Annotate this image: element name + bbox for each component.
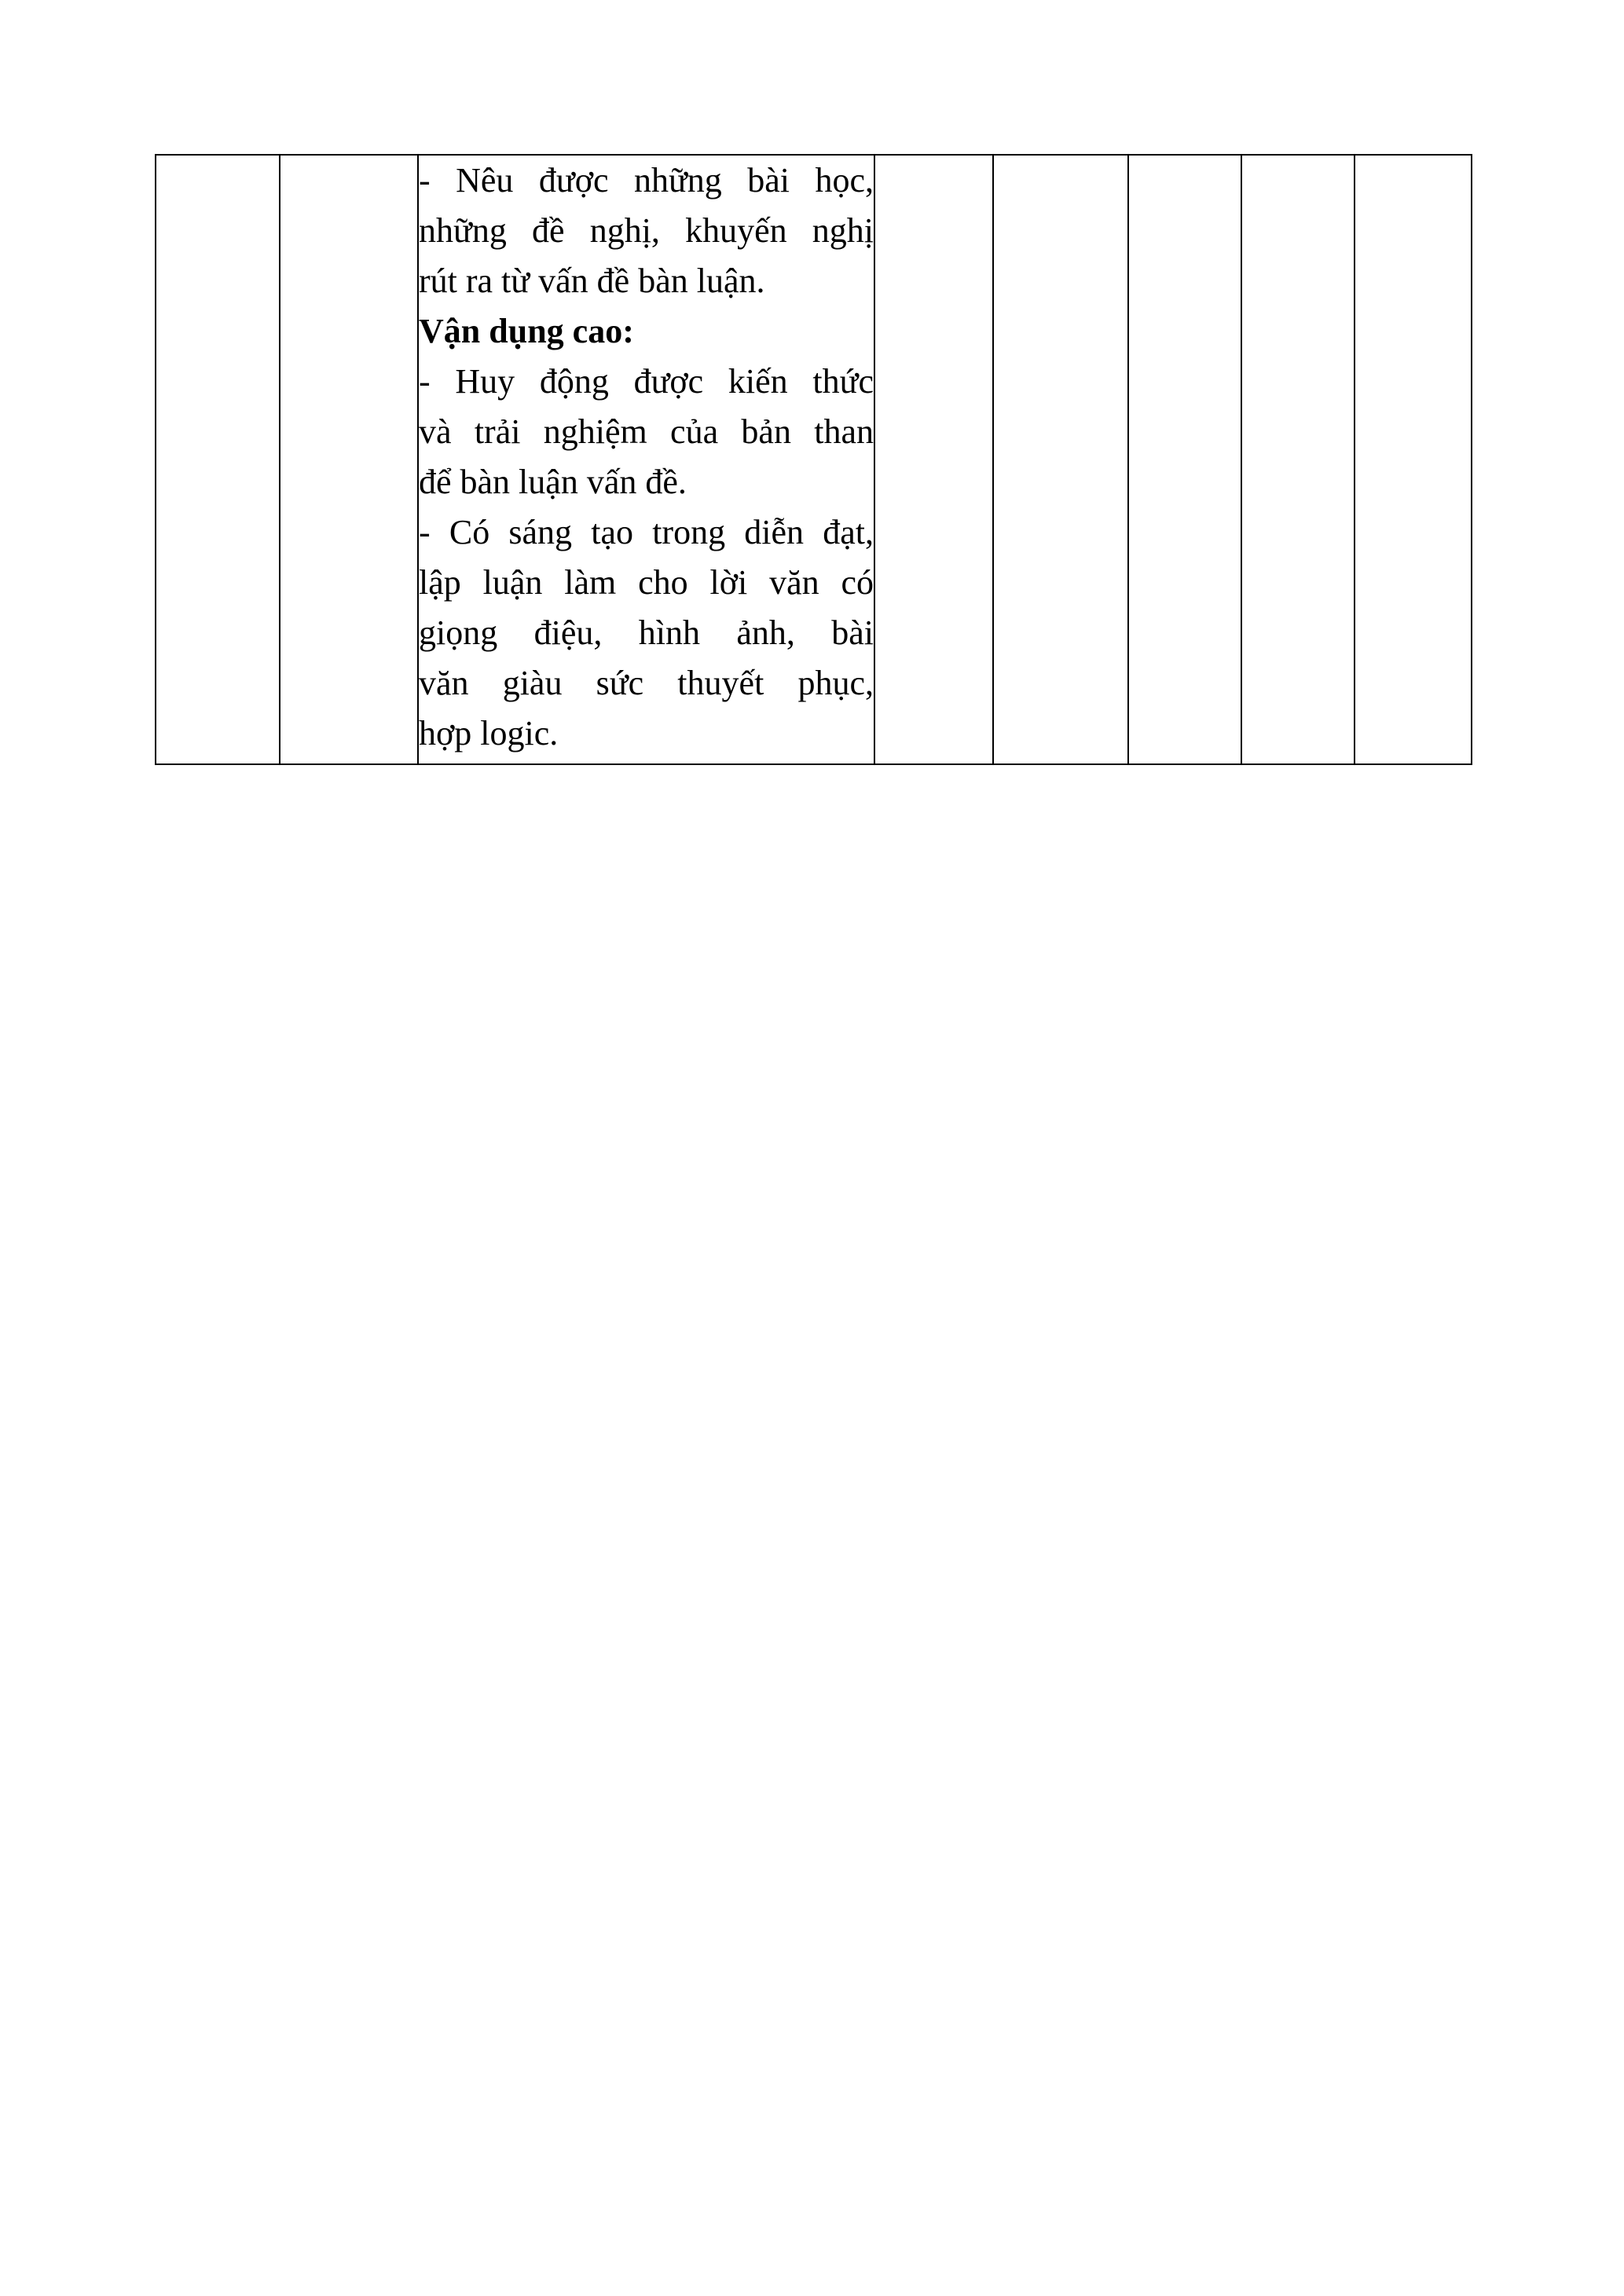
empty-cell (280, 155, 418, 764)
text-line: những đề nghị, khuyến nghị (419, 211, 874, 250)
text-line: để bàn luận vấn đề. (419, 463, 687, 501)
text-line: văn giàu sức thuyết phục, (419, 664, 874, 702)
requirements-cell (418, 155, 874, 764)
text-line: hợp logic. (419, 714, 559, 753)
empty-cell (993, 155, 1128, 764)
text-line: - Có sáng tạo trong diễn đạt, (419, 513, 874, 551)
section-heading: Vận dụng cao: (419, 312, 634, 350)
empty-cell (1241, 155, 1355, 764)
empty-cell (874, 155, 993, 764)
text-line: lập luận làm cho lời văn có (419, 563, 874, 602)
specification-table (155, 154, 1472, 765)
text-line: - Huy động được kiến thức (419, 362, 874, 401)
text-line: - Nêu được những bài học, (419, 161, 874, 200)
empty-cell (1128, 155, 1241, 764)
empty-cell (1355, 155, 1472, 764)
text-line: và trải nghiệm của bản than (419, 412, 874, 451)
table-row (156, 155, 1472, 764)
empty-cell (156, 155, 280, 764)
text-line: giọng điệu, hình ảnh, bài (419, 613, 874, 652)
text-line: rút ra từ vấn đề bàn luận. (419, 262, 765, 300)
